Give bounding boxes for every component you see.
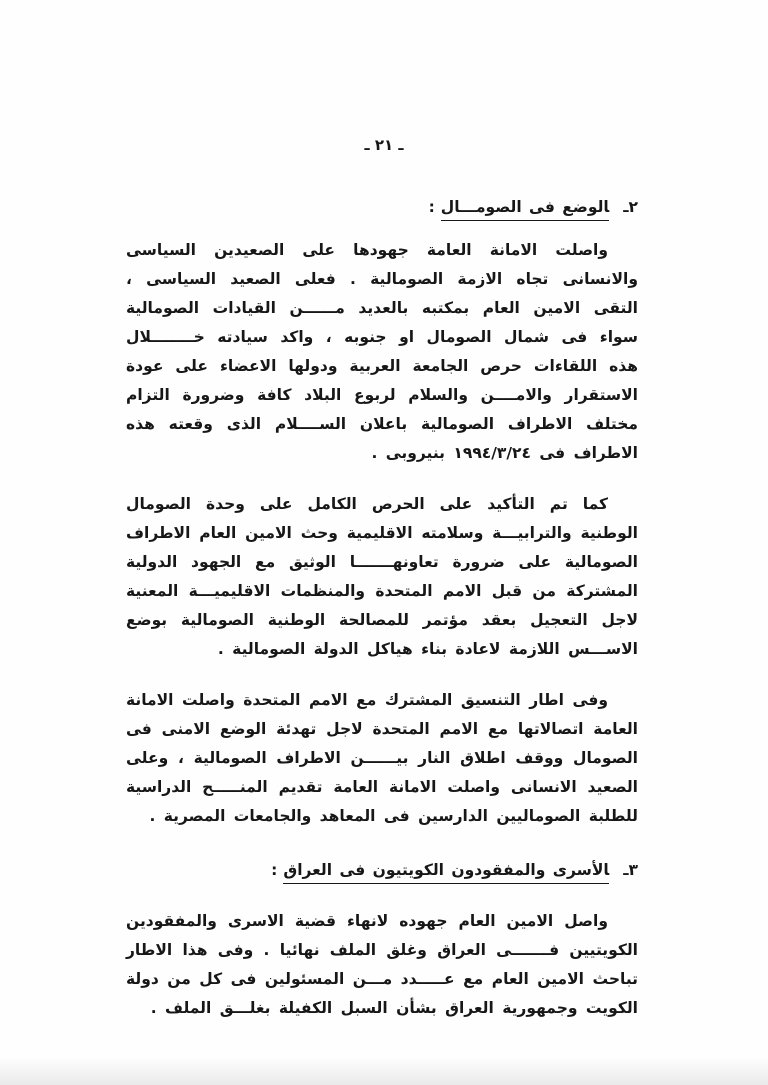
section-heading-kuwait-iraq (126, 861, 638, 879)
paragraph-somalia-1: واصلت الامانة العامة جهودها على الصعيدين السياسى والانسانى تجاه الازمة الصومالية . فعلى الصعيد السياسى ، التقى الامين العام بمكتبه بالعديد مــــــن القيادات الصومالية سواء فى شمال الصومال او جنوبه ، واكد سيادته خــــــــلال هذه اللقاءات حرص الجامعة العربية ودولها الاعضاء على عودة الاستقرار والامــــن والسلام لربوع البلاد كافة وضرورة التزام مختلف الاطراف الصومالية باعلان الســــلام الذى وقعته هذه الاطراف فى ١٩٩٤/٣/٢٤ بنيروبى . (126, 241, 638, 462)
page-number: ـ ٢١ ـ (364, 136, 404, 154)
section-colon: : (428, 198, 435, 216)
section-heading-somalia (126, 198, 638, 216)
scan-edge-shadow (0, 1057, 768, 1085)
paragraph-somalia-3: وفى اطار التنسيق المشترك مع الامم المتحدة واصلت الامانة العامة اتصالاتها مع الامم المتحدة لاجل تهدئة الوضع الامنى فى الصومال ووقف اطلاق النار بيــــــن الاطراف الصومالية ، وعلى الصعيد الانسانى واصلت الامانة العامة تقديم المنـــــح الدراسية للطلبة الصوماليين الدارسين فى المعاهد والجامعات المصرية . (126, 691, 638, 825)
section-title: الأسرى والمفقودون الكويتيون فى العراق (283, 861, 609, 884)
section-kuwait-iraq (126, 861, 638, 1023)
section-colon: : (271, 861, 278, 879)
section-somalia (126, 198, 638, 831)
section-number: ٣ـ (623, 861, 638, 879)
paragraph-kuwait-iraq-1: واصل الامين العام جهوده لانهاء قضية الاسرى والمفقودين الكويتيين فـــــــى العراق وغلق الملف نهائيا . وفى هذا الاطار تباحث الامين العام مع عـــــدد مـــن المسئولين فى كل من دولة الكويت وجمهورية العراق بشأن السبل الكفيلة بغلـــق الملف . (126, 912, 638, 1017)
section-number: ٢ـ (623, 198, 638, 216)
paragraph-somalia-2: كما تم التأكيد على الحرص الكامل على وحدة الصومال الوطنية والترابيـــة وسلامته الاقليمية وحث الامين العام الاطراف الصومالية على ضرورة تعاونهـــــــا الوثيق مع الجهود الدولية المشتركة من قبل الامم المتحدة والمنظمات الاقليميـــة المعنية لاجل التعجيل بعقد مؤتمر للمصالحة الوطنية الصومالية بوضع الاســـس اللازمة لاعادة بناء هياكل الدولة الصومالية . (126, 495, 638, 658)
section-title: الوضع فى الصومـــال (441, 198, 609, 221)
page-content (126, 198, 638, 1023)
